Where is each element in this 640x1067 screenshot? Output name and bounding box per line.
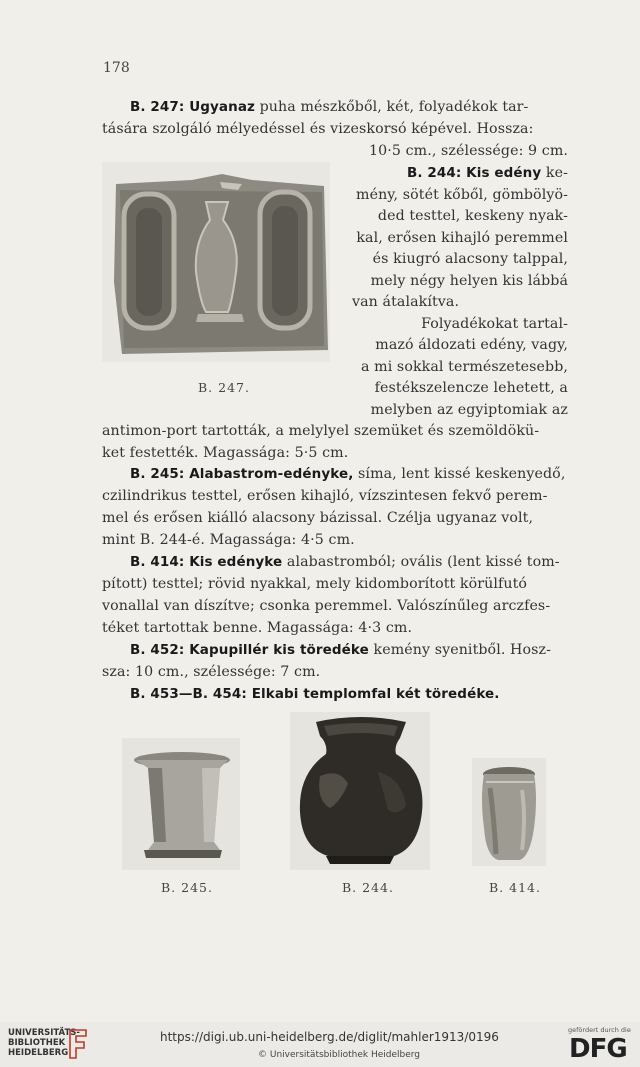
text-line: antimon-port tartották, a melylyel szemüket és szemöldökü-: [102, 423, 540, 439]
paragraph-b247: B. 247: Ugyanaz puha mészkőből, két, folyadékok tar-: [130, 99, 529, 115]
entry-heading: B. 414: Kis edényke: [130, 554, 283, 570]
entry-heading: B. 452: Kapupillér kis töredéke: [130, 642, 369, 658]
text-line: czilindrikus testtel, erősen kihajló, vízszintesen fekvő perem-: [102, 488, 548, 504]
entry-heading: B. 453—B. 454: Elkabi templomfal két töredéke.: [130, 686, 500, 702]
permalink-url[interactable]: https://digi.ub.uni-heidelberg.de/diglit/mahler1913/0196: [160, 1030, 499, 1044]
text-line: ket festették. Magassága: 5·5 cm.: [102, 445, 349, 461]
text-line: vonallal van díszítve; csonka peremmel. Valószínűleg arczfes-: [102, 598, 551, 614]
entry-heading: B. 247: Ugyanaz: [130, 99, 256, 115]
paragraph-b452: B. 452: Kapupillér kis töredéke kemény syenitből. Hosz-: [130, 642, 552, 658]
figure-b247-tablet: [102, 162, 330, 362]
footer-bar: [0, 1022, 640, 1067]
paragraph-b453: [130, 684, 568, 706]
figure-b414-vessel: [472, 758, 546, 866]
paragraph-b244: B. 244: Kis edény ke- mény, sötét kőből, gömbölyö- ded testtel, keskeny nyak- kal, erősen kihajló peremmel és kiugró alacsony talppal, mely négy helyen kis lábbá van átalakítva. Folyadékokat tartal- mazó áldozati edény, vagy, a mi sokkal természetesebb, festékszelencze lehetett, a melyben az egyiptomiak az: [352, 165, 568, 418]
funded-by-text: gefördert durch die: [568, 1026, 631, 1034]
caption-b414: B. 414.: [489, 880, 541, 895]
text-line: mel és erősen kiálló alacsony bázissal. Czélja ugyanaz volt,: [102, 510, 534, 526]
text-line: pított) testtel; rövid nyakkal, mely kidomborított körülfutó: [102, 576, 528, 592]
text-line: mint B. 244-é. Magassága: 4·5 cm.: [102, 532, 355, 548]
library-logo-text: UNIVERSITÄTS- BIBLIOTHEK HEIDELBERG: [8, 1028, 80, 1058]
text-line: tására szolgáló mélyedéssel és vizeskorsó képével. Hossza:: [102, 121, 534, 137]
entry-heading: B. 245: Alabastrom-edényke,: [130, 466, 354, 482]
paragraph-b414: B. 414: Kis edényke alabastromból; ovális (lent kissé tom-: [130, 554, 560, 570]
caption-b244: B. 244.: [342, 880, 394, 895]
copyright-text: © Universitätsbibliothek Heidelberg: [258, 1050, 421, 1060]
library-logo-icon: [68, 1028, 88, 1060]
text-line: sza: 10 cm., szélessége: 7 cm.: [102, 664, 321, 680]
caption-b247: B. 247.: [198, 380, 250, 395]
page-number: 178: [103, 60, 130, 76]
text-line: téket tartottak benne. Magassága: 4·3 cm.: [102, 620, 413, 636]
paragraph-b245: B. 245: Alabastrom-edényke, síma, lent kissé keskenyedő,: [130, 466, 566, 482]
figure-b244-vessel: [290, 712, 430, 870]
entry-heading: B. 244: Kis edény: [406, 165, 542, 181]
caption-b245: B. 245.: [161, 880, 213, 895]
figure-b245-vessel: [122, 738, 240, 870]
text-line: 10·5 cm., szélessége: 9 cm.: [369, 143, 568, 159]
dfg-logo: DFG: [569, 1034, 627, 1064]
